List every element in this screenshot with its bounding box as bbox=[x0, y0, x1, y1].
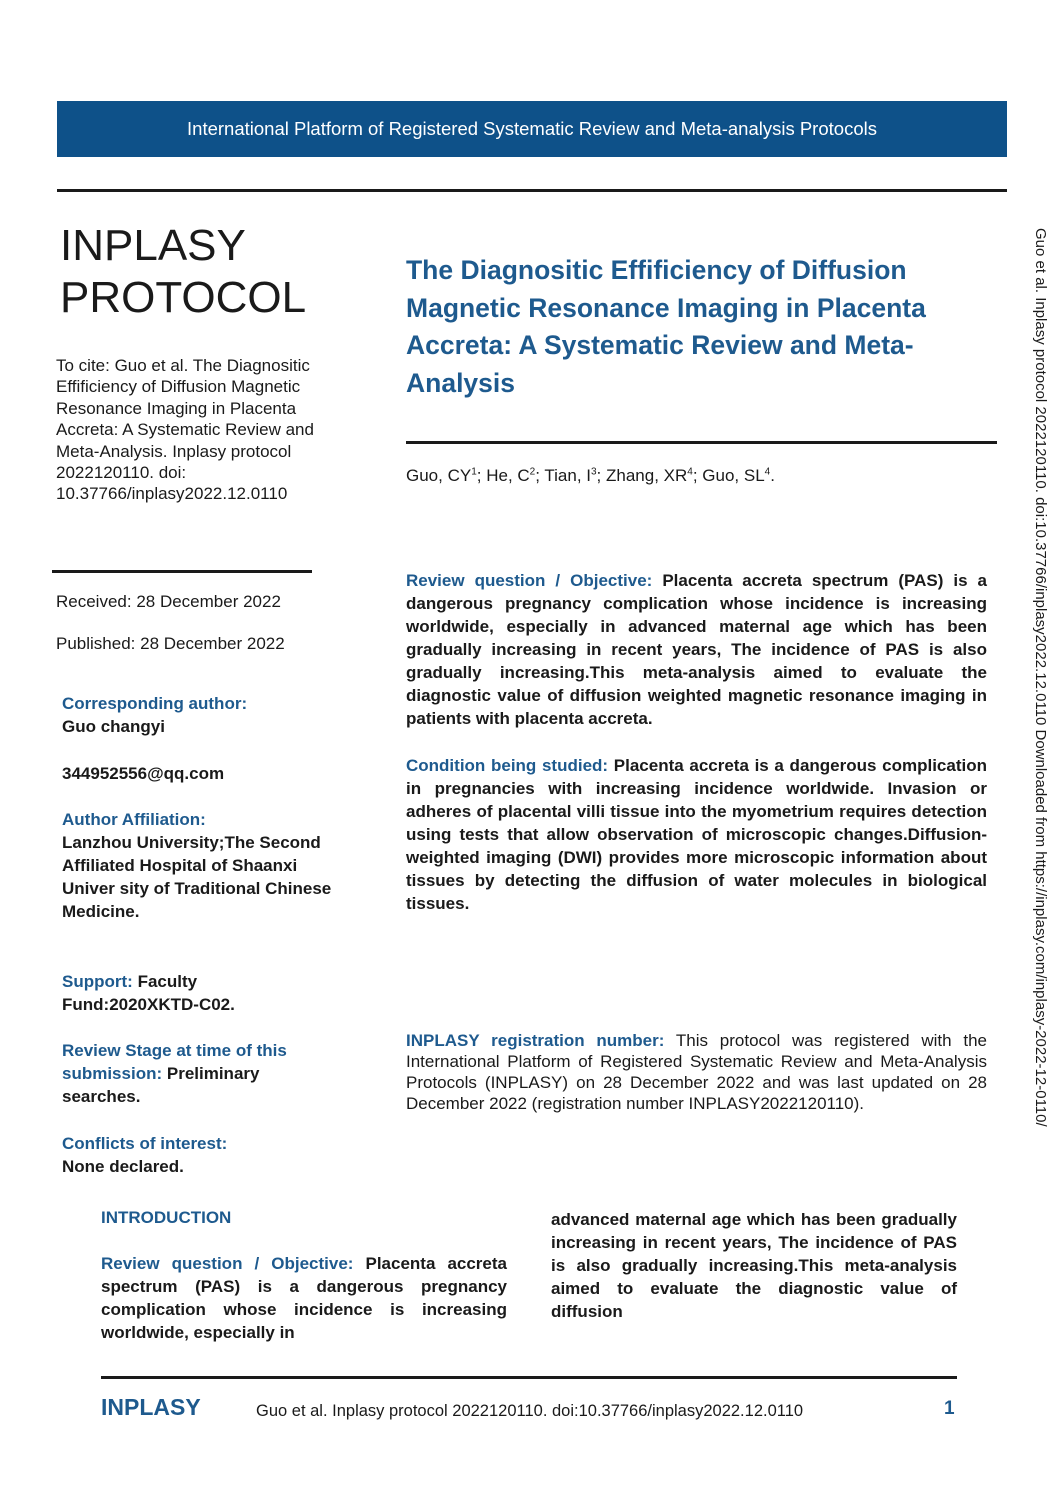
published-date: Published: 28 December 2022 bbox=[56, 634, 285, 653]
cite-divider bbox=[52, 570, 312, 573]
intro-right-column bbox=[551, 1208, 957, 1323]
affiliation-label: Author Affiliation: bbox=[62, 810, 206, 829]
affiliation-block bbox=[62, 808, 342, 923]
title-divider bbox=[406, 441, 997, 444]
condition-label: Condition being studied: bbox=[406, 756, 609, 775]
corresponding-author-label: Corresponding author: bbox=[62, 694, 248, 713]
header-rule bbox=[57, 189, 1007, 192]
author-2: ; He, C bbox=[476, 466, 530, 485]
received-date: Received: 28 December 2022 bbox=[56, 592, 281, 611]
author-4-affil: 4 bbox=[687, 466, 693, 478]
download-side-note: Guo et al. Inplasy protocol 2022120110. doi:10.37766/inplasy2022.12.0110 Downloaded from https://inplasy.com/inplasy-2022-12-0110/ bbox=[1032, 228, 1049, 1127]
citation-text: To cite: Guo et al. The Diagnositic Effificiency of Diffusion Magnetic Resonance Imaging in Placenta Accreta: A Systematic Review and Meta-Analysis. Inplasy protocol 2022120110. doi: 10.37766/inplasy2022.12.0110 bbox=[56, 356, 314, 504]
author-1-affil: 1 bbox=[471, 466, 477, 478]
corresponding-author-name: Guo changyi bbox=[62, 717, 165, 736]
brand-line-1: INPLASY bbox=[60, 221, 246, 270]
conflicts-block bbox=[62, 1132, 342, 1178]
support-label: Support: bbox=[62, 972, 133, 991]
affiliation-value: Lanzhou University;The Second Affiliated Hospital of Shaanxi Univer sity of Traditional Chinese Medicine. bbox=[62, 833, 332, 921]
intro-left-text: Placenta accreta spectrum (PAS) is a dangerous pregnancy complication whose incidence is increasing worldwide, especially in bbox=[101, 1254, 507, 1342]
intro-left-column bbox=[101, 1252, 507, 1344]
paper-title: The Diagnositic Effificiency of Diffusion Magnetic Resonance Imaging in Placenta Accreta: A Systematic Review and Meta-Analysis bbox=[406, 255, 926, 398]
author-list bbox=[406, 466, 775, 486]
review-stage-block bbox=[62, 1039, 337, 1108]
review-stage-label: Review Stage at time of this submission: bbox=[62, 1041, 287, 1083]
author-1: Guo, CY bbox=[406, 466, 472, 485]
author-5: ; Guo, SL bbox=[692, 466, 765, 485]
author-3-affil: 3 bbox=[590, 466, 597, 478]
registration-label: INPLASY registration number: bbox=[406, 1031, 665, 1050]
objective-text: Placenta accreta spectrum (PAS) is a dangerous pregnancy complication whose incidence is increasing worldwide, especially in advanced maternal age which has been gradually increasing in recent years, The incidence of PAS is also gradually increasing.This meta-analysis aimed to evaluate the diagnostic value of diffusion weighted magnetic resonance imaging in patients with placenta accreta. bbox=[406, 571, 987, 728]
support-value: Faculty Fund:2020XKTD-C02. bbox=[62, 972, 235, 1014]
header-banner bbox=[57, 101, 1007, 157]
author-5-affil: 4 bbox=[764, 466, 771, 478]
email-block bbox=[62, 762, 342, 785]
abstract-condition bbox=[406, 754, 987, 915]
author-3: ; Tian, I bbox=[535, 466, 591, 485]
review-stage-value: Preliminary searches. bbox=[62, 1064, 260, 1106]
banner-text: International Platform of Registered Systematic Review and Meta-analysis Protocols bbox=[187, 118, 877, 139]
introduction-heading: INTRODUCTION bbox=[101, 1208, 232, 1227]
objective-label: Review question / Objective: bbox=[406, 571, 653, 590]
conflicts-value: None declared. bbox=[62, 1157, 184, 1176]
author-2-affil: 2 bbox=[529, 466, 536, 478]
footer-rule bbox=[101, 1376, 957, 1379]
condition-text: Placenta accreta is a dangerous complication in pregnancies with increasing incidence worldwide. Invasion or adheres of placental villi tissue into the myometrium requires detection using tests that allow observation of microscopic changes.Diffusion-weighted imaging (DWI) provides more microscopic information about tissues by detecting the diffusion of water molecules in biological tissues. bbox=[406, 756, 987, 913]
footer-brand: INPLASY bbox=[101, 1394, 201, 1420]
page-number: 1 bbox=[944, 1398, 955, 1419]
author-email[interactable]: 344952556@qq.com bbox=[62, 764, 225, 783]
footer-citation: Guo et al. Inplasy protocol 2022120110. doi:10.37766/inplasy2022.12.0110 bbox=[256, 1402, 804, 1420]
author-list-end: . bbox=[770, 466, 775, 485]
support-block bbox=[62, 970, 282, 1016]
corresponding-author-block bbox=[62, 692, 342, 738]
author-4: ; Zhang, XR bbox=[596, 466, 688, 485]
conflicts-label: Conflicts of interest: bbox=[62, 1134, 228, 1153]
registration-number-block bbox=[406, 1030, 987, 1114]
brand-line-2: PROTOCOL bbox=[60, 273, 307, 322]
brand-title bbox=[60, 220, 306, 324]
registration-text: This protocol was registered with the International Platform of Registered Systematic Review and Meta-Analysis Protocols (INPLASY) on 28 December 2022 and was last updated on 28 December 2022 (registration number INPLASY2022120110). bbox=[406, 1031, 987, 1113]
abstract-objective bbox=[406, 569, 987, 730]
intro-objective-label: Review question / Objective: bbox=[101, 1254, 354, 1273]
intro-right-text: advanced maternal age which has been gradually increasing in recent years, The incidence of PAS is also gradually increasing.This meta-analysis aimed to evaluate the diagnostic value of diffusion bbox=[551, 1210, 957, 1321]
